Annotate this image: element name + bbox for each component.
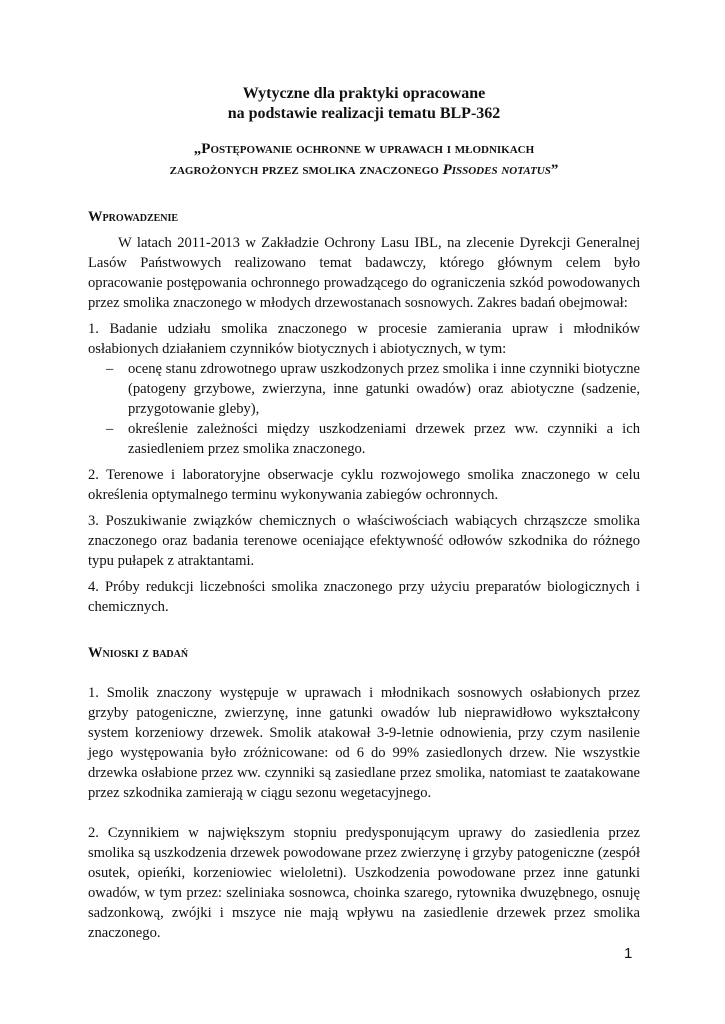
page-number: 1 (624, 945, 633, 962)
subtitle-closing-quote: ” (550, 162, 559, 178)
dash-bullet: – (106, 421, 114, 437)
intro-sublist (88, 359, 640, 459)
intro-paragraph: W latach 2011-2013 w Zakładzie Ochrony Lasu IBL, na zlecenie Dyrekcji Generalnej Lasów Państwowych realizowano temat badawczy, którego głównym celem było opracowanie postępowania ochronnego prowadzącego do ograniczenia szkód powodowanych przez smolika znaczonego w młodych drzewostanach sosnowych. Zakres badań obejmował: (88, 235, 640, 311)
intro-heading: Wprowadzenie (88, 209, 179, 225)
title-line-1: Wytyczne dla praktyki opracowane (242, 85, 486, 102)
title-line-2: na podstawie realizacji tematu BLP-362 (227, 105, 501, 122)
latin-species-name: Pissodes notatus (442, 162, 551, 178)
dash-bullet: – (106, 361, 114, 377)
title-block (88, 84, 640, 181)
conclusion-paragraph-1: 1. Smolik znaczony występuje w uprawach i młodnikach sosnowych osłabionych przez grzyby patogeniczne, zwierzynę, inne gatunki owadów lub nieprawidłowo wykształcony system korzeniowy drzewek. Smolik atakował 3-9-letnie odnowienia, przy czym nasilenie jego występowania było zróżnicowane: od 6 do 99% zasiedlonych drzew. Nie wszystkie drzewka osłabione przez ww. czynniki są zasiedlane przez smolika, natomiast te zaatakowane przez szkodnika zamierają w ciągu sezonu wegetacyjnego. (88, 685, 640, 801)
subtitle-line-1: „Postępowanie ochronne w uprawach i młodnikach (193, 141, 535, 157)
list-item (88, 419, 640, 459)
subtitle-line-2-prefix: zagrożonych przez smolika znaczonego (169, 162, 443, 178)
subtitle (88, 139, 640, 181)
intro-item-4: 4. Próby redukcji liczebności smolika znaczonego przy użyciu preparatów biologicznych i chemicznych. (88, 579, 640, 615)
intro-item-3: 3. Poszukiwanie związków chemicznych o właściwościach wabiących chrząszcze smolika znaczonego oraz badania terenowe oceniające efektywność odłowów szkodnika do różnego typu pułapek z atraktantami. (88, 513, 640, 569)
subtitle-line-2 (88, 160, 640, 181)
intro-item-2: 2. Terenowe i laboratoryjne obserwacje cyklu rozwojowego smolika znaczonego w celu określenia optymalnego terminu wykonywania zabiegów ochronnych. (88, 467, 640, 503)
conclusion-paragraph-2: 2. Czynnikiem w największym stopniu predysponującym uprawy do zasiedlenia przez smolika są uszkodzenia drzewek powodowane przez zwierzynę i grzyby patogeniczne (zespół osutek, opieńki, korzeniowiec wieloletni). Uszkodzenia powodowane przez inne gatunki owadów, w tym przez: szeliniaka sosnowca, choinka szarego, rytownika dwuzębnego, osnuję sadzonkową, zwójki i mszyce nie mają wpływu na zasiedlenie drzewek przez smolika znaczonego. (88, 825, 640, 941)
list-item (88, 359, 640, 419)
conclusions-heading: Wnioski z badań (88, 645, 189, 661)
list-item-text: ocenę stanu zdrowotnego upraw uszkodzonych przez smolika i inne czynniki biotyczne (patogeny grzybowe, zwierzyna, inne gatunki owadów) oraz abiotyczne (sadzenie, przygotowanie gleby), (128, 361, 640, 417)
list-item-text: określenie zależności między uszkodzeniami drzewek przez ww. czynniki a ich zasiedleniem przez smolika znaczonego. (128, 421, 640, 457)
intro-item-1: 1. Badanie udziału smolika znaczonego w procesie zamierania upraw i młodników osłabionych działaniem czynników biotycznych i abiotycznych, w tym: (88, 321, 640, 357)
page-content (88, 84, 640, 943)
